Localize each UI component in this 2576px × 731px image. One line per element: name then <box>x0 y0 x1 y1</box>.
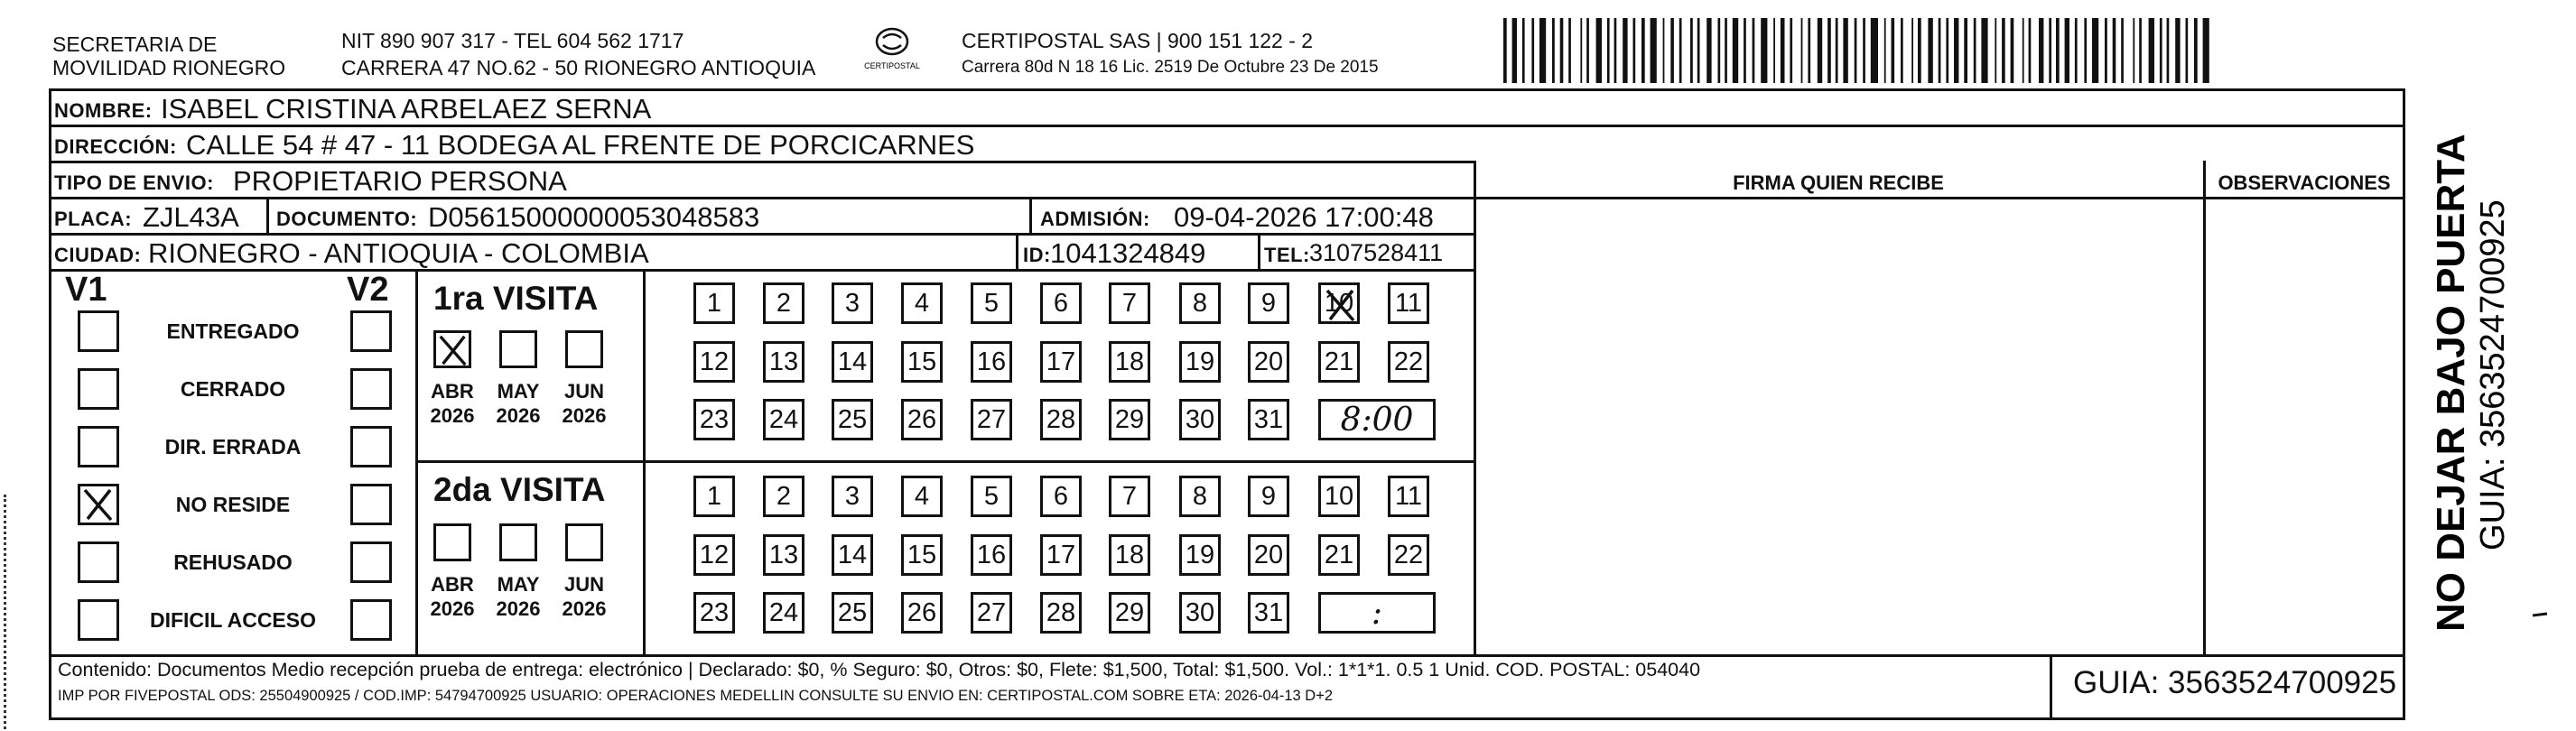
v2-checkbox[interactable] <box>350 599 392 641</box>
month-label: ABR 2026 <box>430 573 475 620</box>
ciudad-value: RIONEGRO - ANTIOQUIA - COLOMBIA <box>148 237 649 269</box>
day-box[interactable]: 7 <box>1109 476 1150 517</box>
day-box[interactable]: 5 <box>971 476 1012 517</box>
day-box[interactable]: 15 <box>901 534 943 576</box>
day-box[interactable]: 14 <box>832 534 873 576</box>
day-box[interactable]: 29 <box>1109 592 1150 634</box>
v2-checkbox[interactable] <box>350 310 392 352</box>
day-box[interactable]: 30 <box>1179 399 1221 440</box>
day-box[interactable]: 31 <box>1248 592 1289 634</box>
day-box[interactable]: 12 <box>693 534 735 576</box>
sender-address: CARRERA 47 NO.62 - 50 RIONEGRO ANTIOQUIA <box>341 56 816 79</box>
placa-value: ZJL43A <box>143 201 239 233</box>
tel-value: 3107528411 <box>1309 239 1444 266</box>
day-box[interactable]: 1 <box>693 282 735 324</box>
day-box[interactable]: 6 <box>1040 476 1082 517</box>
day-box[interactable]: 20 <box>1248 534 1289 576</box>
nombre-value: ISABEL CRISTINA ARBELAEZ SERNA <box>161 93 652 125</box>
status-label: NO RESIDE <box>175 493 291 516</box>
contenido-line: Contenido: Documentos Medio recepción prueba de entrega: electrónico | Declarado: $0, % Seguro: $0, Otros: $0, Flete: $1,500, Total: $1,500. Vol.: 1*1*1. 0.5 1 Unid. COD. POSTAL: 054040 <box>58 659 1701 680</box>
month-checkbox[interactable] <box>565 523 603 561</box>
day-box[interactable]: 18 <box>1109 341 1150 383</box>
visit1-title: 1ra VISITA <box>433 280 599 317</box>
day-box[interactable]: 2 <box>763 476 804 517</box>
v2-checkbox[interactable] <box>350 426 392 467</box>
tipo-envio-label: TIPO DE ENVIO: <box>54 171 214 194</box>
admision-value: 09-04-2026 17:00:48 <box>1174 201 1434 233</box>
day-box[interactable]: 15 <box>901 341 943 383</box>
day-box[interactable]: 17 <box>1040 534 1082 576</box>
month-label: JUN 2026 <box>562 380 607 427</box>
tel-label: TEL: <box>1264 244 1310 266</box>
firma-label: FIRMA QUIEN RECIBE <box>1733 171 1944 194</box>
day-box[interactable]: 30 <box>1179 592 1221 634</box>
status-label: DIFICIL ACCESO <box>149 608 316 632</box>
day-box[interactable]: 28 <box>1040 399 1082 440</box>
day-box[interactable]: 3 <box>832 476 873 517</box>
svg-text:CERTIPOSTAL: CERTIPOSTAL <box>864 61 920 70</box>
day-box[interactable]: 27 <box>971 592 1012 634</box>
month-label: ABR 2026 <box>430 380 475 427</box>
ciudad-label: CIUDAD: <box>54 244 142 266</box>
day-box[interactable]: 8 <box>1179 476 1221 517</box>
day-box[interactable]: 23 <box>693 399 735 440</box>
v1-checkbox[interactable] <box>78 599 119 641</box>
status-label: DIR. ERRADA <box>164 435 302 458</box>
v1-checkbox[interactable] <box>78 368 119 410</box>
day-box[interactable]: 27 <box>971 399 1012 440</box>
day-box[interactable]: 13 <box>763 341 804 383</box>
day-box[interactable]: 20 <box>1248 341 1289 383</box>
day-box[interactable]: 26 <box>901 592 943 634</box>
day-box[interactable]: 14 <box>832 341 873 383</box>
day-box[interactable]: 2 <box>763 282 804 324</box>
month-checkbox[interactable] <box>499 330 537 368</box>
day-box[interactable]: 9 <box>1248 282 1289 324</box>
day-box[interactable]: 3 <box>832 282 873 324</box>
id-label: ID: <box>1023 244 1051 266</box>
scan-edge <box>4 495 12 729</box>
side-guia: GUIA: 3563524700925 <box>2474 199 2512 551</box>
day-box[interactable]: 21 <box>1318 534 1360 576</box>
sender-name-line2: MOVILIDAD RIONEGRO <box>52 56 286 79</box>
day-box[interactable]: 13 <box>763 534 804 576</box>
v2-label: V2 <box>347 271 389 309</box>
month-label: JUN 2026 <box>562 573 607 620</box>
day-box[interactable]: 25 <box>832 399 873 440</box>
status-label: ENTREGADO <box>166 319 300 343</box>
day-box[interactable]: 24 <box>763 399 804 440</box>
day-box[interactable]: 19 <box>1179 534 1221 576</box>
v1-checkbox[interactable] <box>78 541 119 583</box>
imp-line: IMP POR FIVEPOSTAL ODS: 25504900925 / COD.IMP: 54794700925 USUARIO: OPERACIONES MEDELLIN CONSULTE SU ENVIO EN: CERTIPOSTAL.COM SOBRE ETA: 2026-04-13 D+2 <box>58 688 1334 704</box>
visit2-title: 2da VISITA <box>433 471 606 508</box>
v2-checkbox[interactable] <box>350 368 392 410</box>
day-box[interactable]: 16 <box>971 341 1012 383</box>
day-box[interactable]: 31 <box>1248 399 1289 440</box>
month-checkbox[interactable] <box>499 523 537 561</box>
tipo-envio-value: PROPIETARIO PERSONA <box>233 165 567 197</box>
month-label: MAY 2026 <box>496 573 541 620</box>
guia-footer: GUIA: 3563524700925 <box>2073 665 2397 700</box>
sender-name-line1: SECRETARIA DE <box>52 32 218 56</box>
barcode <box>1503 18 2218 83</box>
direccion-value: CALLE 54 # 47 - 11 BODEGA AL FRENTE DE PORCICARNES <box>186 129 975 161</box>
day-box[interactable]: 9 <box>1248 476 1289 517</box>
courier-name: CERTIPOSTAL SAS | 900 151 122 - 2 <box>962 29 1314 52</box>
day-box[interactable]: 28 <box>1040 592 1082 634</box>
v1-checkbox[interactable] <box>78 484 119 525</box>
documento-value: D05615000000053048583 <box>428 201 760 233</box>
month-checkbox[interactable] <box>565 330 603 368</box>
day-box[interactable]: 16 <box>971 534 1012 576</box>
day-box[interactable]: 29 <box>1109 399 1150 440</box>
day-box[interactable]: 4 <box>901 282 943 324</box>
day-box[interactable]: 11 <box>1388 282 1429 324</box>
id-value: 1041324849 <box>1050 237 1206 269</box>
day-box[interactable]: 22 <box>1388 341 1429 383</box>
nombre-label: NOMBRE: <box>54 99 153 122</box>
day-box[interactable]: 22 <box>1388 534 1429 576</box>
month-checkbox[interactable] <box>433 523 471 561</box>
month-checkbox[interactable] <box>433 330 471 368</box>
day-box[interactable]: 24 <box>763 592 804 634</box>
day-box[interactable]: 4 <box>901 476 943 517</box>
no-dejar-bajo-puerta: NO DEJAR BAJO PUERTA <box>2429 134 2473 632</box>
day-box[interactable]: 1 <box>693 476 735 517</box>
day-box[interactable]: 10 <box>1318 476 1360 517</box>
v2-checkbox[interactable] <box>350 484 392 525</box>
v1-checkbox[interactable] <box>78 310 119 352</box>
observaciones-label: OBSERVACIONES <box>2218 171 2391 194</box>
day-box[interactable]: 18 <box>1109 534 1150 576</box>
v1-checkbox[interactable] <box>78 426 119 467</box>
direccion-label: DIRECCIÓN: <box>54 135 177 158</box>
day-box[interactable]: 26 <box>901 399 943 440</box>
status-label: REHUSADO <box>173 551 293 574</box>
certipostal-logo <box>860 23 925 78</box>
day-box[interactable]: 7 <box>1109 282 1150 324</box>
day-box[interactable]: 12 <box>693 341 735 383</box>
month-label: MAY 2026 <box>496 380 541 427</box>
day-box[interactable]: 17 <box>1040 341 1082 383</box>
day-box[interactable]: 25 <box>832 592 873 634</box>
day-box[interactable]: 21 <box>1318 341 1360 383</box>
placa-label: PLACA: <box>54 208 133 230</box>
time-box[interactable]: : <box>1318 592 1436 634</box>
day-box[interactable]: 10 <box>1318 282 1360 324</box>
day-box[interactable]: 6 <box>1040 282 1082 324</box>
sender-nit: NIT 890 907 317 - TEL 604 562 1717 <box>341 29 684 52</box>
time-box[interactable]: 8:00 <box>1318 399 1436 440</box>
side-panel <box>2406 63 2576 713</box>
day-box[interactable]: 8 <box>1179 282 1221 324</box>
courier-address: Carrera 80d N 18 16 Lic. 2519 De Octubre 23 De 2015 <box>962 58 1379 77</box>
day-box[interactable]: 11 <box>1388 476 1429 517</box>
documento-label: DOCUMENTO: <box>276 208 418 230</box>
admision-label: ADMISIÓN: <box>1040 208 1150 230</box>
day-box[interactable]: 5 <box>971 282 1012 324</box>
day-box[interactable]: 19 <box>1179 341 1221 383</box>
v1-label: V1 <box>65 271 107 309</box>
status-label: CERRADO <box>180 377 286 401</box>
day-box[interactable]: 23 <box>693 592 735 634</box>
v2-checkbox[interactable] <box>350 541 392 583</box>
